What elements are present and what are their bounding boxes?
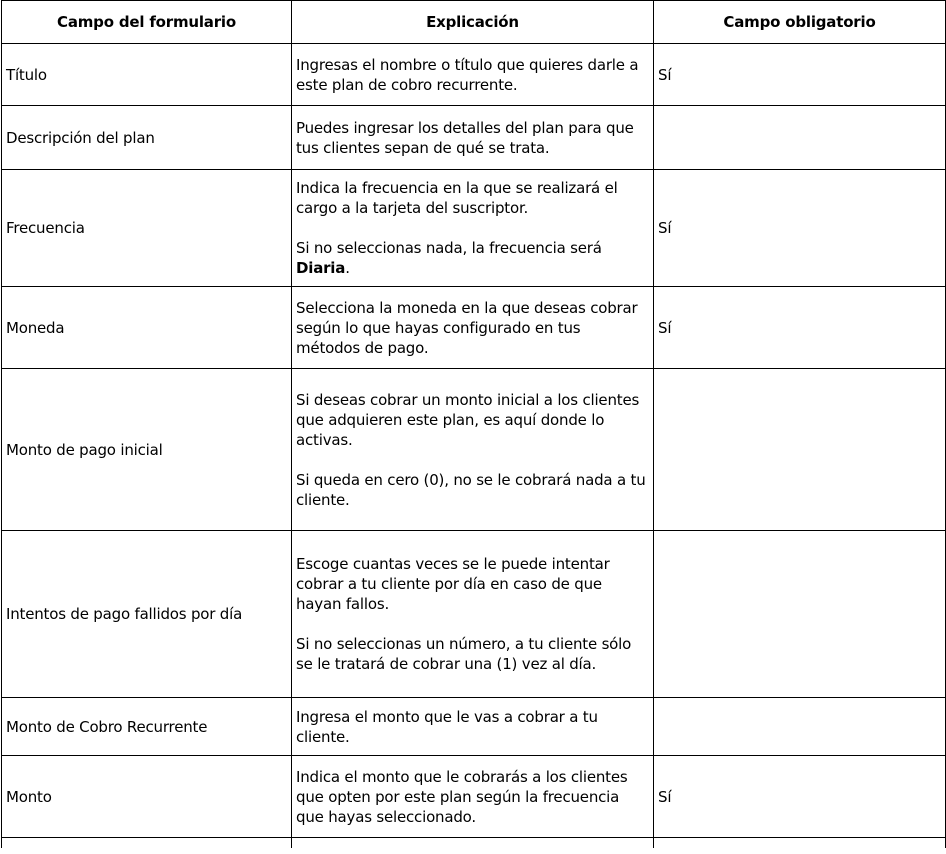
- explanation-text: Selecciona la moneda en la que deseas cobrar según lo que hayas configurado en tus métodos de pago.: [296, 298, 638, 357]
- required-cell: Sí: [654, 756, 946, 838]
- explanation-note: Si no seleccionas un número, a tu cliente sólo se le tratará de cobrar una (1) vez al día.: [296, 635, 632, 673]
- explanation-note: [296, 238, 647, 278]
- explanation-note-prefix: Si no seleccionas nada, la frecuencia será: [296, 239, 602, 257]
- field-name-cell: Monto: [2, 756, 292, 838]
- field-name-cell: Monto de pago inicial: [2, 369, 292, 531]
- table-header-row: [2, 1, 946, 44]
- header-field: Campo del formulario: [2, 1, 292, 44]
- explanation-text: Si deseas cobrar un monto inicial a los clientes que adquieren este plan, es aquí donde lo activas.: [296, 390, 640, 449]
- form-fields-table: [1, 0, 946, 848]
- required-cell: Sí: [654, 170, 946, 287]
- required-cell: [654, 369, 946, 531]
- table-row-partial: [2, 838, 946, 849]
- table-row: [2, 369, 946, 531]
- explanation-cell: [292, 531, 654, 698]
- field-name-cell: Intentos de pago fallidos por día: [2, 531, 292, 698]
- explanation-cell: [292, 170, 654, 287]
- header-required: Campo obligatorio: [654, 1, 946, 44]
- empty-cell: [2, 838, 292, 849]
- required-cell: Sí: [654, 287, 946, 369]
- table-row: [2, 698, 946, 756]
- field-name-cell: Monto de Cobro Recurrente: [2, 698, 292, 756]
- empty-cell: [292, 838, 654, 849]
- required-cell: [654, 531, 946, 698]
- explanation-text: Ingresa el monto que le vas a cobrar a tu cliente.: [296, 707, 598, 746]
- table-row: [2, 756, 946, 838]
- explanation-text: Puedes ingresar los detalles del plan para que tus clientes sepan de qué se trata.: [296, 118, 634, 157]
- default-frequency-value: Diaria: [296, 259, 346, 277]
- field-name-cell: Descripción del plan: [2, 106, 292, 170]
- explanation-cell: [292, 287, 654, 369]
- field-name-cell: Título: [2, 44, 292, 106]
- table-row: [2, 531, 946, 698]
- explanation-cell: [292, 369, 654, 531]
- header-explanation: Explicación: [292, 1, 654, 44]
- explanation-note: Si queda en cero (0), no se le cobrará nada a tu cliente.: [296, 470, 646, 509]
- field-name-cell: Moneda: [2, 287, 292, 369]
- explanation-text: Indica el monto que le cobrarás a los clientes que opten por este plan según la frecuencia que hayas seleccionado.: [296, 767, 628, 826]
- explanation-cell: [292, 106, 654, 170]
- explanation-note-suffix: .: [345, 259, 350, 277]
- required-cell: Sí: [654, 44, 946, 106]
- required-cell: [654, 698, 946, 756]
- table-row: [2, 106, 946, 170]
- table-row: [2, 287, 946, 369]
- explanation-text: Escoge cuantas veces se le puede intentar cobrar a tu cliente por día en caso de que hayan fallos.: [296, 555, 610, 613]
- field-name-cell: Frecuencia: [2, 170, 292, 287]
- required-cell: [654, 106, 946, 170]
- explanation-cell: [292, 698, 654, 756]
- empty-cell: [654, 838, 946, 849]
- table-row: [2, 44, 946, 106]
- explanation-text: Indica la frecuencia en la que se realizará el cargo a la tarjeta del suscriptor.: [296, 179, 618, 217]
- table-row: [2, 170, 946, 287]
- explanation-text: Ingresas el nombre o título que quieres darle a este plan de cobro recurrente.: [296, 55, 639, 94]
- explanation-cell: [292, 44, 654, 106]
- explanation-cell: [292, 756, 654, 838]
